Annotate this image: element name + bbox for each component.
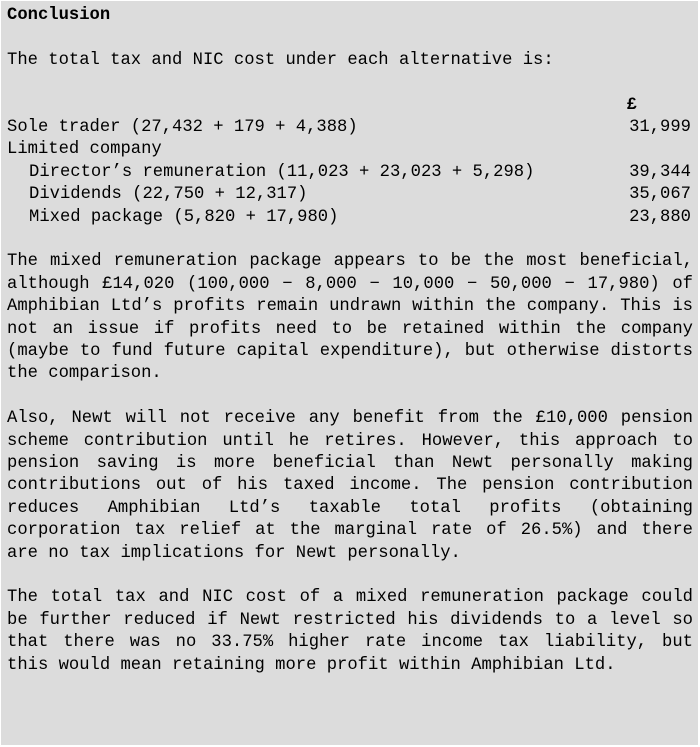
paragraph-pension: Also, Newt will not receive any benefit from the £10,000 pension scheme contribution until he retires. However, this approach to pension saving is more beneficial than Newt personally making contributions out of his taxed income. The pension contribution reduces Amphibian Ltd’s taxable total profits (obtaining corporation tax relief at the marginal rate of 26.5%) and there are no tax implications for Newt personally. xyxy=(7,409,693,563)
intro-text: The total tax and NIC cost under each alternative is: xyxy=(7,50,554,70)
row-label: Mixed package (5,820 + 17,980) xyxy=(29,207,339,227)
row-value: 31,999 xyxy=(629,117,691,137)
spacer xyxy=(7,72,692,94)
spacer xyxy=(7,386,692,408)
currency-header: £ xyxy=(626,95,637,115)
table-row-limited-company xyxy=(7,139,693,161)
document-panel xyxy=(1,1,698,745)
row-value: 23,880 xyxy=(629,207,691,227)
spacer xyxy=(7,229,692,251)
row-value xyxy=(631,139,693,161)
row-label: Director’s remuneration (11,023 + 23,023 + 5,298) xyxy=(29,162,535,182)
table-header-row xyxy=(7,95,693,117)
spacer xyxy=(7,27,692,49)
section-heading: Conclusion xyxy=(7,6,111,25)
row-label: Dividends (22,750 + 12,317) xyxy=(29,185,308,205)
row-value: 35,067 xyxy=(629,185,691,205)
table-row-mixed-package xyxy=(7,207,693,229)
cost-table xyxy=(7,95,693,229)
paragraph-mixed-package: The mixed remuneration package appears to be the most beneficial, although £14,020 (100,000 − 8,000 − 10,000 − 50,000 − 17,980) of Amphibian Ltd’s profits remain undrawn within the company. This is not an issue if profits need to be retained within the company (maybe to fund future capital expenditure), but otherwise distorts the comparison. xyxy=(7,252,693,384)
row-label: Limited company xyxy=(7,140,162,160)
spacer xyxy=(7,565,692,587)
table-row-dividends xyxy=(7,184,693,206)
table-row-directors-remuneration xyxy=(7,162,693,184)
row-value: 39,344 xyxy=(629,162,691,182)
paragraph-dividends: The total tax and NIC cost of a mixed remuneration package could be further reduced if Newt restricted his dividends to a level so that there was no 33.75% higher rate income tax liability, but this would mean retaining more profit within Amphibian Ltd. xyxy=(7,588,693,675)
row-label: Sole trader (27,432 + 179 + 4,388) xyxy=(7,117,358,137)
table-row-sole-trader xyxy=(7,117,693,139)
